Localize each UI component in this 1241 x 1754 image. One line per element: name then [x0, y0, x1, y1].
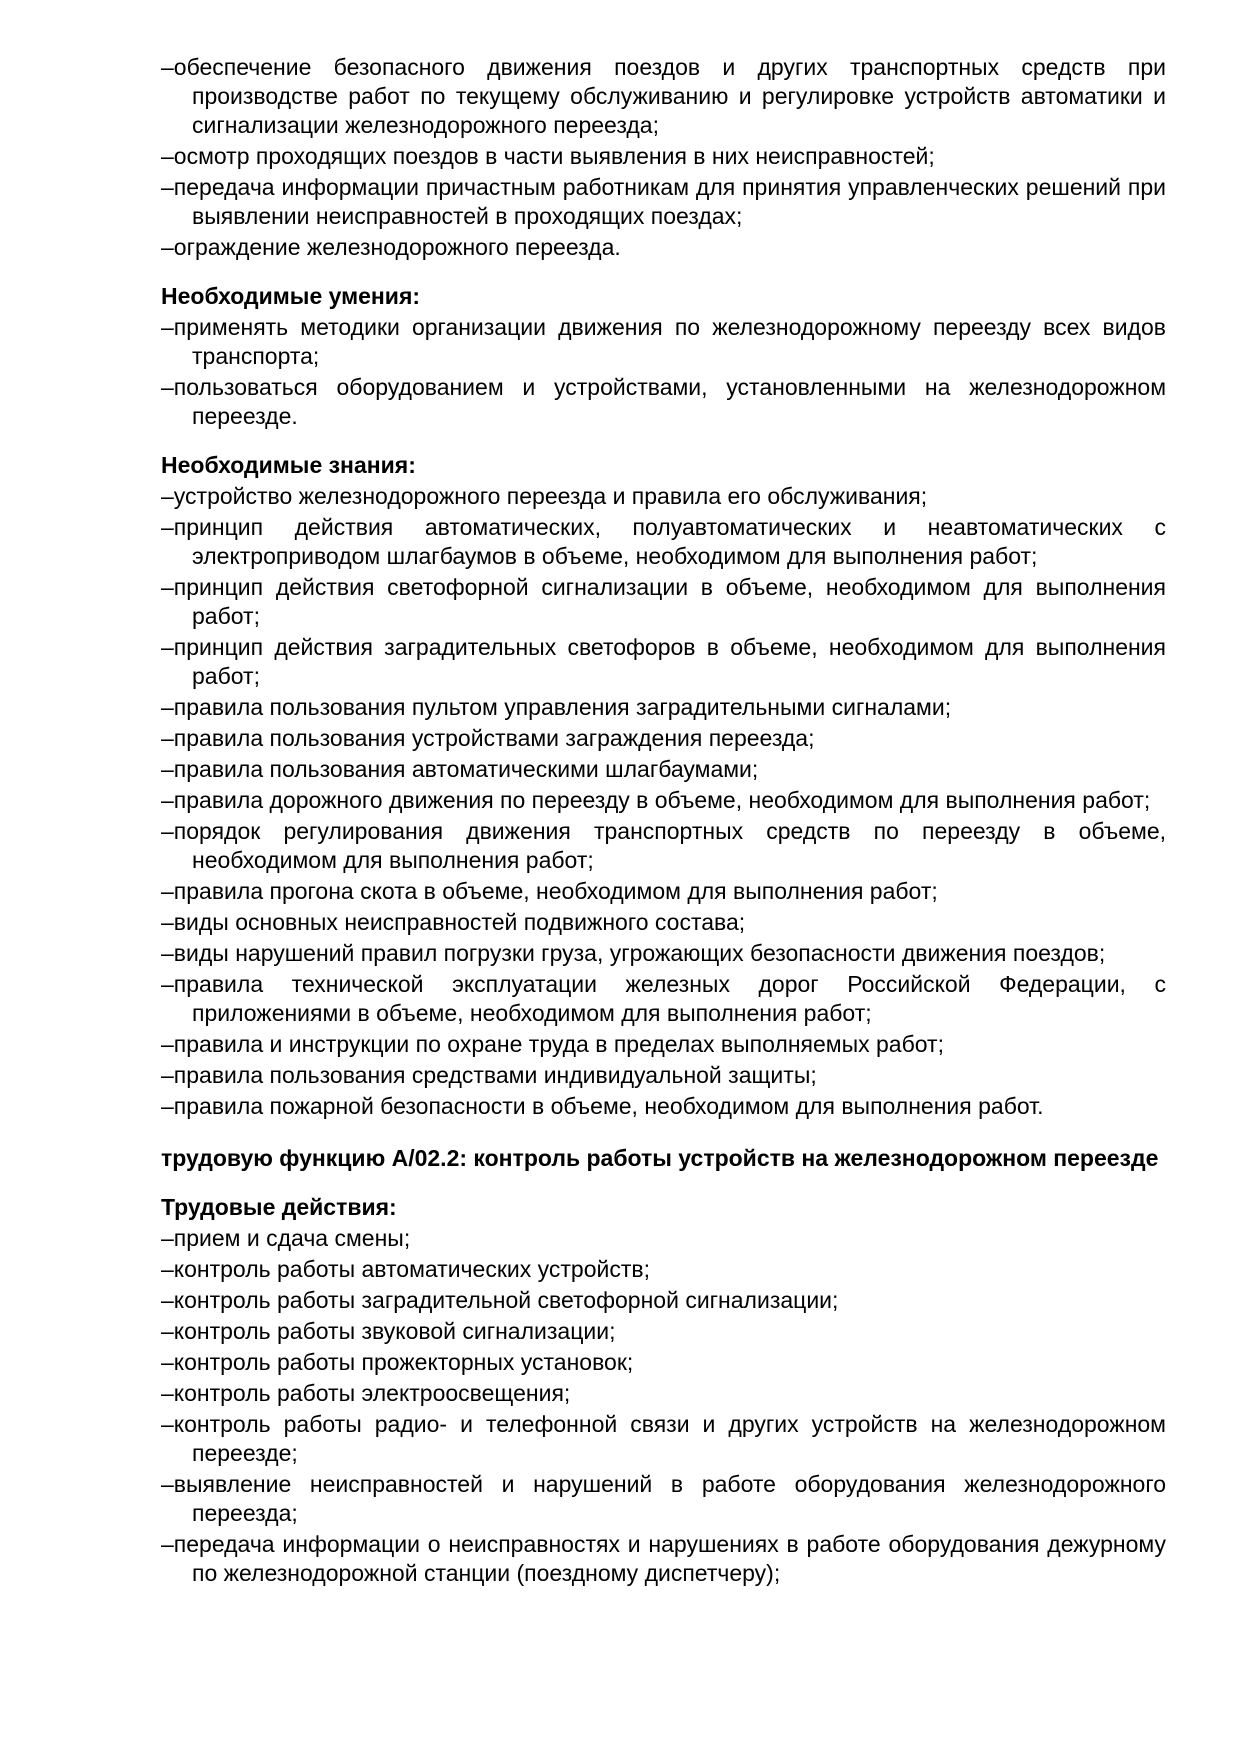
list-item: –применять методики организации движения по железнодорожному переезду всех видов транспорта;: [161, 314, 1166, 369]
list-item: –передача информации причастным работникам для принятия управленческих решений при выявлении неисправностей в проходящих поездах;: [161, 174, 1166, 229]
required-skills-heading: Необходимые умения:: [161, 283, 421, 309]
document-page: [161, 53, 1166, 1590]
labor-actions-heading: Трудовые действия:: [161, 1194, 397, 1220]
work-actions-continued-list: [161, 53, 1166, 262]
list-item: –виды нарушений правил погрузки груза, угрожающих безопасности движения поездов;: [161, 940, 1106, 966]
list-item: –правила пользования устройствами заграждения переезда;: [161, 725, 815, 751]
required-skills-list: [161, 313, 1166, 431]
list-item: –ограждение железнодорожного переезда.: [161, 234, 621, 260]
list-item: –контроль работы радио- и телефонной связи и других устройств на железнодорожном переезде;: [161, 1411, 1166, 1466]
list-item: –виды основных неисправностей подвижного состава;: [161, 909, 746, 935]
list-item: –контроль работы электроосвещения;: [161, 1380, 571, 1406]
list-item: –правила технической эксплуатации железных дорог Российской Федерации, с приложениями в объеме, необходимом для выполнения работ;: [161, 971, 1166, 1026]
list-item: –выявление неисправностей и нарушений в работе оборудования железнодорожного переезда;: [161, 1471, 1166, 1526]
list-item: –обеспечение безопасного движения поездов и других транспортных средств при производстве работ по текущему обслуживанию и регулировке устройств автоматики и сигнализации железнодорожного переезда;: [161, 54, 1166, 138]
list-item: –прием и сдача смены;: [161, 1225, 411, 1251]
list-item: –контроль работы звуковой сигнализации;: [161, 1318, 616, 1344]
required-knowledge-list: [161, 482, 1166, 1121]
list-item: –устройство железнодорожного переезда и правила его обслуживания;: [161, 483, 928, 509]
list-item: –осмотр проходящих поездов в части выявления в них неисправностей;: [161, 143, 935, 169]
list-item: –принцип действия светофорной сигнализации в объеме, необходимом для выполнения работ;: [161, 574, 1166, 629]
list-item: –правила дорожного движения по переезду в объеме, необходимом для выполнения работ;: [161, 787, 1151, 813]
list-item: –контроль работы заградительной светофорной сигнализации;: [161, 1287, 839, 1313]
labor-actions-list: [161, 1224, 1166, 1588]
list-item: –правила пользования автоматическими шлагбаумами;: [161, 756, 759, 782]
list-item: –контроль работы автоматических устройств;: [161, 1256, 650, 1282]
list-item: –принцип действия заградительных светофоров в объеме, необходимом для выполнения работ;: [161, 634, 1166, 689]
list-item: –правила пожарной безопасности в объеме, необходимом для выполнения работ.: [161, 1093, 1044, 1119]
labor-function-a022-title: трудовую функцию А/02.2: контроль работы устройств на железнодорожном переезде: [161, 1145, 1159, 1171]
list-item: –правила и инструкции по охране труда в пределах выполняемых работ;: [161, 1031, 944, 1057]
list-item: –правила пользования средствами индивидуальной защиты;: [161, 1062, 817, 1088]
required-knowledge-heading: Необходимые знания:: [161, 452, 416, 478]
list-item: –пользоваться оборудованием и устройствами, установленными на железнодорожном переезде.: [161, 374, 1166, 429]
list-item: –порядок регулирования движения транспортных средств по переезду в объеме, необходимом для выполнения работ;: [161, 818, 1166, 873]
list-item: –контроль работы прожекторных установок;: [161, 1349, 634, 1375]
list-item: –правила прогона скота в объеме, необходимом для выполнения работ;: [161, 878, 938, 904]
list-item: –принцип действия автоматических, полуавтоматических и неавтоматических с электроприводом шлагбаумов в объеме, необходимом для выполнения работ;: [161, 514, 1166, 569]
list-item: –передача информации о неисправностях и нарушениях в работе оборудования дежурному по железнодорожной станции (поездному диспетчеру);: [161, 1531, 1166, 1586]
list-item: –правила пользования пультом управления заградительными сигналами;: [161, 694, 952, 720]
